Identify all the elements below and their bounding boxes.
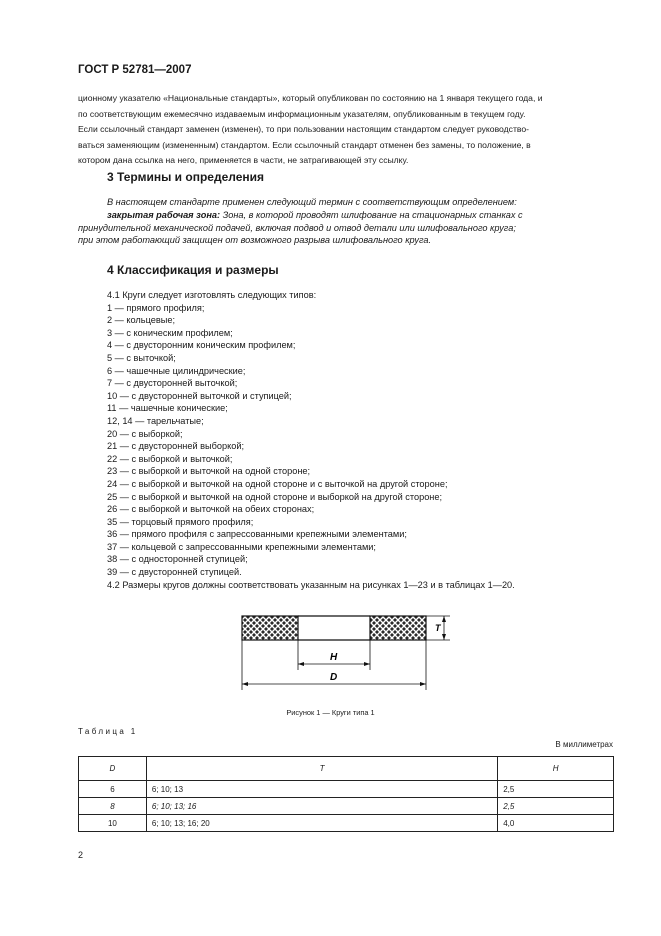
list-item: 37 — кольцевой с запрессованными крепежными элементами;	[107, 541, 376, 552]
figure-1-wheel-diagram	[230, 608, 460, 694]
list-item: 22 — с выборкой и выточкой;	[107, 453, 233, 464]
list-item: 4.2 Размеры кругов должны соответствовать указанным на рисунках 1—23 и в таблицах 1—20.	[107, 579, 515, 590]
list-item: 5 — с выточкой;	[107, 352, 176, 363]
intro-paragraph	[78, 91, 614, 169]
dimension-h	[298, 640, 370, 670]
figure-1-caption: Рисунок 1 — Круги типа 1	[286, 708, 375, 717]
intro-line: котором дана ссылка на него, применяется в части, не затрагивающей эту ссылку.	[78, 155, 409, 166]
intro-line: по соответствующим ежемесячно издаваемым информационным указателям, опубликованным в текущем году.	[78, 108, 526, 119]
cell-h: 2,5	[498, 798, 614, 815]
cell-t: 6; 10; 13; 16	[146, 798, 497, 815]
list-item: 4 — с двусторонним коническим профилем;	[107, 340, 296, 351]
list-item: 7 — с двусторонней выточкой;	[107, 378, 238, 389]
section-4-heading: 4 Классификация и размеры	[107, 263, 279, 277]
list-item: 36 — прямого профиля с запрессованными крепежными элементами;	[107, 529, 407, 540]
cell-t: 6; 10; 13; 16; 20	[146, 815, 497, 832]
dimension-d	[242, 640, 426, 690]
list-item: 38 — с односторонней ступицей;	[107, 554, 248, 565]
page-header: ГОСТ Р 52781—2007	[78, 64, 192, 76]
header-d: D	[79, 757, 147, 781]
table-header-row	[79, 757, 614, 781]
table-1-label: Таблица 1	[78, 727, 138, 736]
table-row	[79, 798, 614, 815]
header-h: H	[498, 757, 614, 781]
term: закрытая рабочая зона:	[107, 209, 221, 220]
table-row	[79, 781, 614, 798]
intro-line: ваться заменяющим (измененным) стандартом. Если ссылочный стандарт отменен без замены, то положение, в	[78, 139, 531, 150]
section-3-intro: В настоящем стандарте применен следующий термин с соответствующим определением:	[107, 197, 517, 207]
cell-t: 6; 10; 13	[146, 781, 497, 798]
cell-d: 10	[79, 815, 147, 832]
list-item: 24 — с выборкой и выточкой на одной стороне и с выточкой на другой стороне;	[107, 478, 448, 489]
cell-h: 2,5	[498, 781, 614, 798]
list-item: 10 — с двусторонней выточкой и ступицей;	[107, 390, 292, 401]
page-number: 2	[78, 850, 84, 860]
list-item: 26 — с выборкой и выточкой на обеих сторонах;	[107, 504, 315, 515]
list-item: 6 — чашечные цилиндрические;	[107, 365, 246, 376]
cell-d: 8	[79, 798, 147, 815]
label-d: D	[330, 672, 338, 683]
wheel-right-section	[370, 616, 426, 640]
list-item: 20 — с выборкой;	[107, 428, 183, 439]
list-item: 35 — торцовый прямого профиля;	[107, 516, 254, 527]
definition-line: Зона, в которой проводят шлифование на стационарных станках с	[220, 209, 523, 220]
list-item: 21 — с двусторонней выборкой;	[107, 441, 245, 452]
list-item: 25 — с выборкой и выточкой на одной стороне и выборкой на другой стороне;	[107, 491, 443, 502]
list-item: 2 — кольцевые;	[107, 315, 175, 326]
list-item: 1 — прямого профиля;	[107, 302, 205, 313]
term-definition	[78, 209, 614, 222]
dimension-t	[426, 616, 450, 640]
label-t: T	[435, 623, 441, 633]
list-item: 11 — чашечные конические;	[107, 403, 228, 414]
list-item: 12, 14 — тарельчатые;	[107, 415, 204, 426]
cell-h: 4,0	[498, 815, 614, 832]
list-item: 39 — с двусторонней ступицей.	[107, 567, 242, 578]
header-t: T	[146, 757, 497, 781]
list-item: 23 — с выборкой и выточкой на одной стороне;	[107, 466, 311, 477]
wheel-left-section	[242, 616, 298, 640]
section-3-heading: 3 Термины и определения	[107, 170, 265, 184]
types-list	[107, 289, 515, 591]
wheel-section	[242, 616, 426, 640]
definition-line: принудительной механической подачей, включая подвод и отвод детали или шлифовального круга;	[78, 222, 516, 233]
definition-line: при этом работающий защищен от возможного разрыва шлифовального круга.	[78, 235, 432, 246]
list-item: 4.1 Круги следует изготовлять следующих типов:	[107, 290, 317, 300]
section-3-body	[78, 196, 614, 247]
intro-line: Если ссылочный стандарт заменен (изменен), то при пользовании настоящим стандартом следует руководство-	[78, 124, 529, 135]
table-row	[79, 815, 614, 832]
cell-d: 6	[79, 781, 147, 798]
list-item: 3 — с коническим профилем;	[107, 327, 233, 338]
intro-line: ционному указателю «Национальные стандарты», который опубликован по состоянию на 1 января текущего года, и	[78, 93, 543, 103]
table-1	[78, 756, 614, 832]
table-1-units: В миллиметрах	[555, 740, 613, 749]
label-h: H	[330, 652, 338, 663]
